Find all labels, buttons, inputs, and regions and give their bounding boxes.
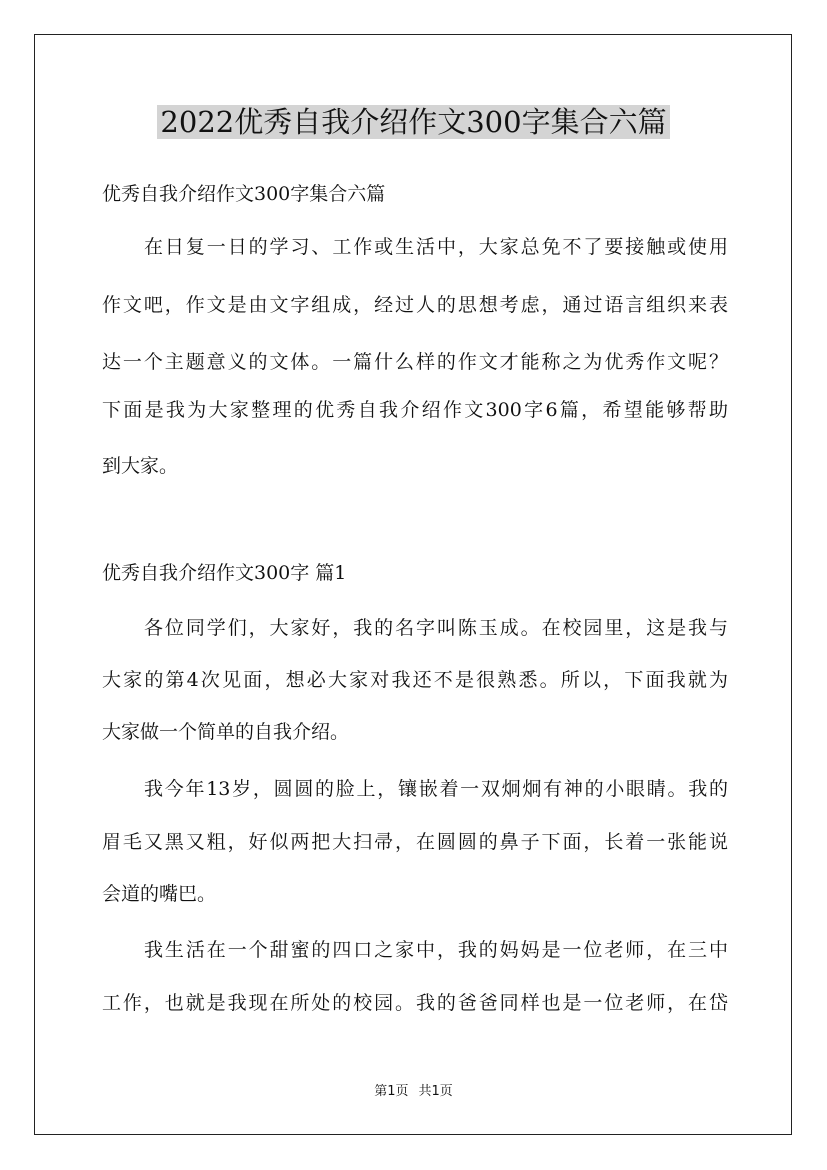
paragraph-line: 会道的嘴巴。 xyxy=(102,883,217,905)
paragraph-line: 大家的第4次见面，想必大家对我还不是很熟悉。所以，下面我就为 xyxy=(102,669,728,691)
paragraph-line: 工作，也就是我现在所处的校园。我的爸爸同样也是一位老师，在岱 xyxy=(102,992,728,1014)
page-number: 第1页 xyxy=(374,1084,409,1099)
intro-line: 下面是我为大家整理的优秀自我介绍作文300字6篇，希望能够帮助 xyxy=(102,399,728,421)
paragraph-line: 我今年13岁，圆圆的脸上，镶嵌着一双炯炯有神的小眼睛。我的 xyxy=(144,778,728,800)
paragraph-line: 各位同学们，大家好，我的名字叫陈玉成。在校园里，这是我与 xyxy=(144,617,728,639)
document-subtitle: 优秀自我介绍作文300字集合六篇 xyxy=(102,183,386,205)
intro-line: 作文吧，作文是由文字组成，经过人的思想考虑，通过语言组织来表 xyxy=(102,294,728,316)
intro-line: 到大家。 xyxy=(102,455,179,477)
page-total: 共1页 xyxy=(418,1084,453,1099)
paragraph-line: 我生活在一个甜蜜的四口之家中，我的妈妈是一位老师，在三中 xyxy=(144,939,728,961)
document-title-text: 2022优秀自我介绍作文300字集合六篇 xyxy=(157,105,669,139)
section-heading: 优秀自我介绍作文300字 篇1 xyxy=(102,562,347,584)
document-title xyxy=(0,96,827,148)
page-footer xyxy=(0,1082,827,1102)
intro-line: 在日复一日的学习、工作或生活中，大家总免不了要接触或使用 xyxy=(144,236,728,258)
paragraph-line: 眉毛又黑又粗，好似两把大扫帚，在圆圆的鼻子下面，长着一张能说 xyxy=(102,831,728,853)
intro-line: 达一个主题意义的文体。一篇什么样的作文才能称之为优秀作文呢？ xyxy=(102,351,728,373)
paragraph-line: 大家做一个简单的自我介绍。 xyxy=(102,721,350,743)
